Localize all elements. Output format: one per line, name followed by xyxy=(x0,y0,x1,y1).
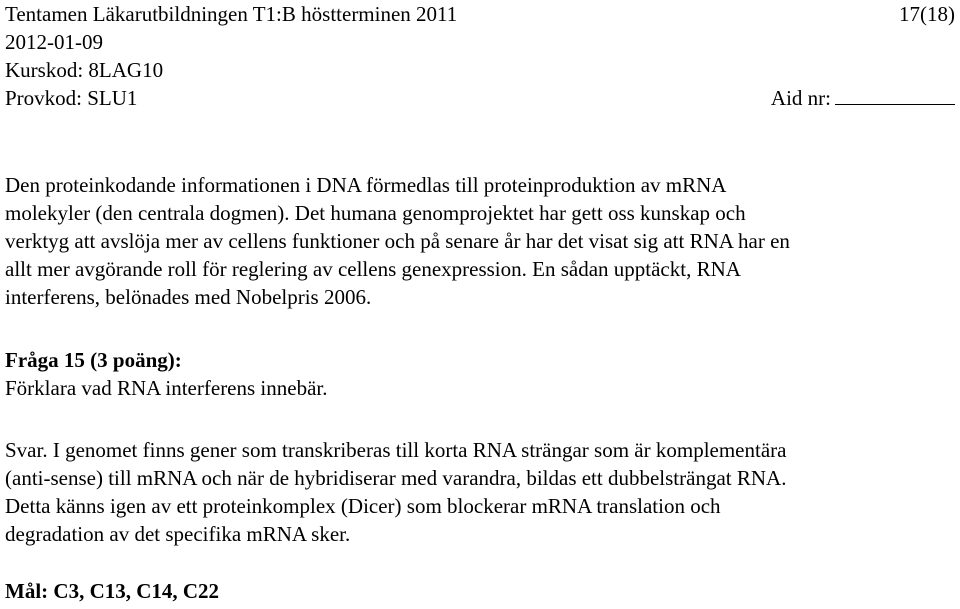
header-title-row xyxy=(5,0,955,28)
page-number: 17(18) xyxy=(899,2,955,26)
intro-line: Den proteinkodande informationen i DNA förmedlas till proteinproduktion av mRNA xyxy=(5,173,727,197)
header-exam-row xyxy=(5,84,955,112)
intro-line: verktyg att avslöja mer av cellens funktioner och på senare år har det visat sig att RNA har en xyxy=(5,229,790,253)
header-date-row xyxy=(5,28,955,56)
intro-paragraph xyxy=(5,171,955,311)
answer-line: Svar. I genomet finns gener som transkriberas till korta RNA strängar som är komplementära xyxy=(5,438,787,462)
exam-page xyxy=(5,0,955,603)
exam-code: Provkod: SLU1 xyxy=(5,86,138,110)
exam-title: Tentamen Läkarutbildningen T1:B höstterminen 2011 xyxy=(5,2,458,26)
answer-line: (anti-sense) till mRNA och när de hybridiserar med varandra, bildas ett dubbelsträngat RNA. xyxy=(5,466,787,490)
aid-number-field xyxy=(771,84,955,112)
answer-line: Detta känns igen av ett proteinkomplex (Dicer) som blockerar mRNA translation och xyxy=(5,494,721,518)
aid-blank-line xyxy=(835,84,955,105)
aid-label: Aid nr: xyxy=(770,86,831,110)
header-course-row xyxy=(5,56,955,84)
answer-paragraph xyxy=(5,436,960,548)
question-title: Fråga 15 (3 poäng): xyxy=(5,348,182,372)
learning-goals: Mål: C3, C13, C14, C22 xyxy=(5,579,220,603)
intro-line: molekyler (den centrala dogmen). Det humana genomprojektet har gett oss kunskap och xyxy=(5,201,746,225)
answer-line: degradation av det specifika mRNA sker. xyxy=(5,522,351,546)
intro-line: allt mer avgörande roll för reglering av cellens genexpression. En sådan upptäckt, RNA xyxy=(5,257,741,281)
intro-line: interferens, belönades med Nobelpris 2006. xyxy=(5,285,372,309)
exam-date: 2012-01-09 xyxy=(5,30,103,54)
question-text: Förklara vad RNA interferens innebär. xyxy=(5,376,328,400)
course-code: Kurskod: 8LAG10 xyxy=(5,58,164,82)
